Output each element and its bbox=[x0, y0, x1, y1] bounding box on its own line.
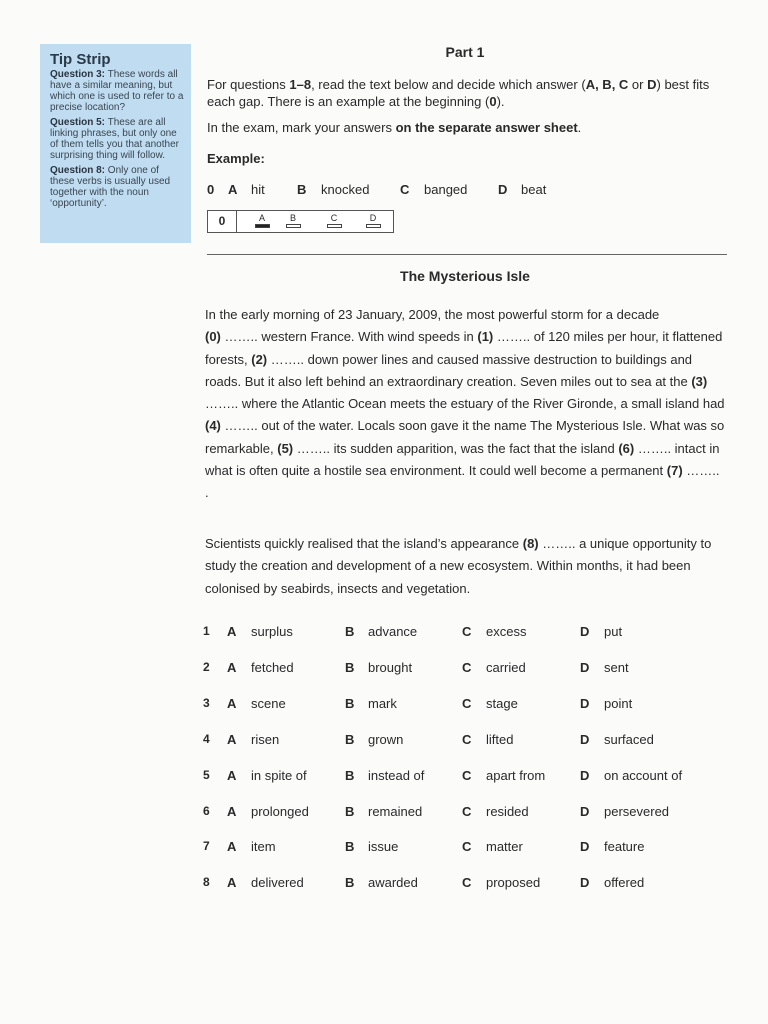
option-word-a: item bbox=[251, 839, 276, 854]
option-letter-a: A bbox=[227, 768, 237, 783]
option-word-b: brought bbox=[368, 660, 413, 675]
paragraph-text: …….. western France. With wind speeds in bbox=[220, 329, 478, 345]
paragraph-text: …….. down power lines and caused massive destruction to buildings and roads. But it also left behind an extraordinary creation. Seven miles out to sea at the bbox=[205, 351, 693, 389]
gap-marker: (2) bbox=[251, 351, 268, 367]
question-number: 3 bbox=[203, 696, 210, 710]
example-option-letter: C bbox=[400, 182, 410, 197]
option-letter-a: A bbox=[227, 660, 237, 675]
example-heading: Example: bbox=[207, 151, 265, 166]
option-letter-a: A bbox=[227, 624, 237, 639]
answer-box-option-a bbox=[252, 213, 272, 228]
tip-entry-question-5 bbox=[50, 117, 185, 161]
option-word-c: matter bbox=[486, 839, 523, 854]
example-option-letter: A bbox=[228, 182, 238, 197]
option-letter-b: B bbox=[345, 732, 355, 747]
tip-question-label: Question 5: bbox=[50, 117, 106, 128]
answer-box-letter: B bbox=[289, 213, 296, 223]
option-word-b: instead of bbox=[368, 768, 425, 783]
option-word-a: delivered bbox=[251, 875, 304, 890]
gap-marker: (8) bbox=[522, 536, 539, 551]
answer-mark-empty bbox=[366, 224, 381, 228]
option-word-b: advance bbox=[368, 624, 418, 639]
option-letter-b: B bbox=[345, 875, 355, 890]
option-letter-a: A bbox=[227, 732, 237, 747]
question-number: 6 bbox=[203, 804, 210, 818]
gap-marker: (7) bbox=[666, 463, 683, 479]
answer-mark-empty bbox=[286, 224, 301, 228]
option-word-a: in spite of bbox=[251, 768, 307, 783]
example-option-letter: D bbox=[498, 182, 508, 197]
option-word-d: offered bbox=[604, 875, 645, 890]
instr-text: , read the text below and decide which answer ( bbox=[311, 77, 586, 92]
instr-text: For questions bbox=[207, 77, 290, 92]
option-letter-b: B bbox=[345, 768, 355, 783]
option-letter-b: B bbox=[345, 660, 355, 675]
tip-text: Only one of these verbs is usually used together with the noun ‘opportunity’. bbox=[50, 165, 171, 209]
gap-marker: (1) bbox=[477, 329, 494, 345]
paragraph-text: Scientists quickly realised that the island’s appearance bbox=[205, 536, 523, 551]
option-word-c: lifted bbox=[486, 732, 514, 747]
answer-box-letter: A bbox=[258, 213, 265, 223]
option-word-a: prolonged bbox=[251, 804, 309, 819]
paragraph-text: …….. out of the water. Locals soon gave it the name The Mysterious Isle. What was so remarkable, bbox=[205, 418, 725, 456]
option-letter-d: D bbox=[580, 624, 590, 639]
option-letter-c: C bbox=[462, 696, 472, 711]
option-word-d: sent bbox=[604, 660, 629, 675]
part-title: Part 1 bbox=[445, 44, 485, 60]
option-letter-b: B bbox=[345, 696, 355, 711]
option-letter-d: D bbox=[580, 768, 590, 783]
option-letter-d: D bbox=[580, 732, 590, 747]
option-word-a: risen bbox=[251, 732, 280, 747]
option-letter-a: A bbox=[227, 804, 237, 819]
question-number: 2 bbox=[203, 660, 210, 674]
instr-text: . bbox=[577, 120, 582, 135]
tip-question-label: Question 3: bbox=[50, 69, 106, 80]
option-letter-a: A bbox=[227, 839, 237, 854]
option-word-b: awarded bbox=[368, 875, 418, 890]
option-word-c: proposed bbox=[486, 875, 541, 890]
story-title: The Mysterious Isle bbox=[400, 268, 530, 284]
question-number: 7 bbox=[203, 839, 210, 853]
answer-box-option-b bbox=[283, 213, 303, 228]
option-word-d: put bbox=[604, 624, 623, 639]
option-word-c: stage bbox=[486, 696, 518, 711]
option-letter-c: C bbox=[462, 660, 472, 675]
gap-marker: (6) bbox=[618, 440, 635, 456]
tip-text: These words all have a similar meaning, but which one is used to refer to a precise location? bbox=[50, 69, 184, 113]
option-word-c: apart from bbox=[486, 768, 546, 783]
example-option-word: banged bbox=[424, 182, 468, 197]
section-divider bbox=[207, 254, 727, 255]
option-word-b: remained bbox=[368, 804, 423, 819]
paragraph-text: In the early morning of 23 January, 2009, the most powerful storm for a decade bbox=[205, 307, 660, 322]
option-word-a: surplus bbox=[251, 624, 293, 639]
option-letter-c: C bbox=[462, 875, 472, 890]
option-letter-d: D bbox=[580, 660, 590, 675]
question-number: 1 bbox=[203, 624, 210, 638]
tip-entry-question-8 bbox=[50, 165, 185, 209]
tip-question-label: Question 8: bbox=[50, 165, 106, 176]
option-letter-d: D bbox=[580, 804, 590, 819]
question-number: 8 bbox=[203, 875, 210, 889]
instr-text: ). bbox=[496, 94, 505, 109]
answer-box-option-d bbox=[363, 213, 383, 228]
option-letter-d: D bbox=[580, 696, 590, 711]
example-option-letter: B bbox=[297, 182, 307, 197]
option-word-b: grown bbox=[368, 732, 404, 747]
tip-strip bbox=[40, 44, 191, 243]
question-number: 5 bbox=[203, 768, 210, 782]
gap-marker: (4) bbox=[205, 418, 221, 434]
option-word-a: fetched bbox=[251, 660, 294, 675]
example-number: 0 bbox=[207, 182, 215, 197]
question-number: 4 bbox=[203, 732, 210, 746]
instr-text: In the exam, mark your answers bbox=[207, 120, 396, 135]
option-letter-d: D bbox=[580, 875, 590, 890]
instr-emphasis: on the separate answer sheet bbox=[395, 120, 578, 135]
instr-question-range: 1–8 bbox=[289, 77, 312, 92]
option-letter-c: C bbox=[462, 624, 472, 639]
option-letter-a: A bbox=[227, 696, 237, 711]
example-option-word: hit bbox=[251, 182, 265, 197]
example-answer-box bbox=[207, 210, 394, 233]
option-word-c: carried bbox=[486, 660, 526, 675]
answer-box-letter: D bbox=[369, 213, 377, 223]
gap-marker: (5) bbox=[277, 440, 294, 456]
answer-box-option-c bbox=[324, 213, 344, 228]
option-letter-a: A bbox=[227, 875, 237, 890]
story-paragraph-2 bbox=[205, 533, 725, 600]
paragraph-text: …….. of 120 miles per hour, it flattened forests, bbox=[205, 329, 723, 367]
option-letter-c: C bbox=[462, 768, 472, 783]
option-letter-c: C bbox=[462, 732, 472, 747]
option-letter-b: B bbox=[345, 624, 355, 639]
option-word-d: surfaced bbox=[604, 732, 654, 747]
tip-entry-question-3 bbox=[50, 69, 185, 113]
paragraph-text: …….. a unique opportunity to study the creation and development of a new ecosystem. Within months, it had been colonised by seabirds, insects and vegetation. bbox=[205, 536, 712, 596]
instr-option-d: D bbox=[647, 77, 657, 92]
option-letter-b: B bbox=[345, 839, 355, 854]
option-word-d: persevered bbox=[604, 804, 670, 819]
instr-text: ) best fits each gap. There is an example at the beginning ( bbox=[207, 77, 710, 109]
paragraph-text: …….. intact in what is often quite a hostile sea environment. It could well become a permanent bbox=[205, 440, 720, 479]
example-option-word: beat bbox=[521, 182, 547, 197]
gap-marker: (3) bbox=[691, 373, 708, 389]
option-letter-d: D bbox=[580, 839, 590, 854]
story-paragraph-1 bbox=[205, 304, 725, 505]
option-word-c: resided bbox=[486, 804, 529, 819]
tip-text: These are all linking phrases, but only one of them tells you that another surprising thing will follow. bbox=[50, 117, 179, 161]
instr-text: or bbox=[628, 77, 648, 92]
answer-box-number: 0 bbox=[208, 211, 237, 232]
answer-box-letter: C bbox=[330, 213, 338, 223]
option-letter-b: B bbox=[345, 804, 355, 819]
option-word-b: issue bbox=[368, 839, 399, 854]
gap-marker: (0) bbox=[205, 329, 221, 345]
option-word-a: scene bbox=[251, 696, 286, 711]
answer-mark-empty bbox=[327, 224, 342, 228]
paragraph-text: …….. . bbox=[205, 463, 720, 501]
instructions-answer-sheet bbox=[207, 120, 732, 135]
option-word-d: point bbox=[604, 696, 633, 711]
instructions-gap-fill bbox=[207, 76, 732, 110]
option-word-d: feature bbox=[604, 839, 645, 854]
option-letter-c: C bbox=[462, 839, 472, 854]
example-option-word: knocked bbox=[321, 182, 370, 197]
paragraph-text: …….. where the Atlantic Ocean meets the estuary of the River Gironde, a small island had bbox=[205, 396, 725, 412]
option-letter-c: C bbox=[462, 804, 472, 819]
option-word-c: excess bbox=[486, 624, 527, 639]
instr-example-number: 0 bbox=[489, 94, 497, 109]
answer-mark-filled bbox=[255, 224, 270, 228]
tip-strip-title: Tip Strip bbox=[50, 51, 111, 68]
option-word-b: mark bbox=[368, 696, 397, 711]
instr-options: A, B, C bbox=[585, 77, 629, 92]
option-word-d: on account of bbox=[604, 768, 683, 783]
paragraph-text: …….. its sudden apparition, was the fact that the island bbox=[293, 440, 619, 456]
